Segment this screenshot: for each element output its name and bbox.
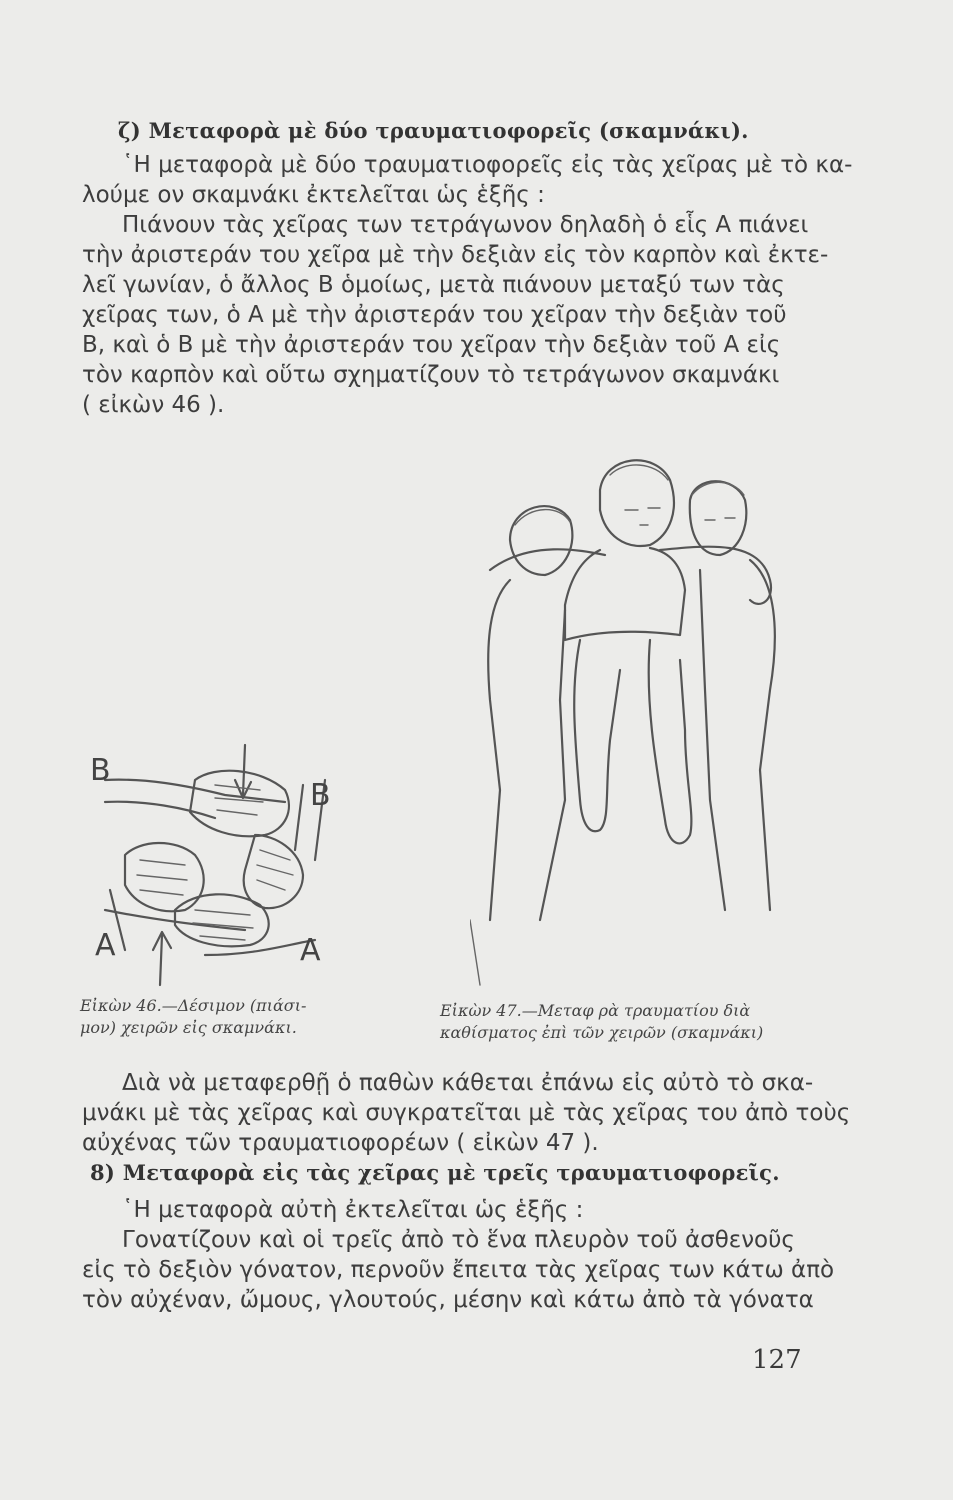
upper-left-arm-lower-edge [105, 802, 215, 818]
bottom-arrow-shaft [160, 935, 162, 985]
right-arm-inner [295, 785, 303, 850]
text-line: εἰς τὸ δεξιὸν γόνατον, περνοῦν ἔπειτα τὰς χεῖρας των κάτω ἀπὸ [82, 1257, 835, 1283]
text-line: Β, καὶ ὁ Β μὲ τὴν ἀριστεράν του χεῖραν τὴν δεξιὰν τοῦ Α εἰς [82, 332, 781, 358]
left-bearer-body [488, 580, 565, 920]
right-bearer-face [705, 518, 735, 520]
label-b-left: B [90, 753, 111, 788]
casualty-left-leg [574, 640, 620, 831]
figure46-caption [80, 995, 306, 1039]
right-bearer-head [690, 481, 746, 555]
casualty-right-leg [649, 640, 692, 843]
right-bearer-body [700, 560, 775, 910]
seat-carry-illustration [470, 440, 790, 990]
section-heading-8: 8) Μεταφορὰ εἰς τὰς χεῖρας μὲ τρεῖς τραυματιοφορεῖς. [90, 1160, 780, 1185]
text-line: Πιάνουν τὰς χεῖρας των τετράγωνον δηλαδὴ ὁ εἷς Α πιάνει [122, 212, 809, 238]
figure47-caption [440, 1000, 763, 1044]
section-heading-z: ζ) Μεταφορὰ μὲ δύο τραυματιοφορεῖς (σκαμνάκι). [118, 118, 749, 143]
ground-stroke [470, 920, 480, 985]
casualty-torso [565, 548, 685, 640]
text-line: μνάκι μὲ τὰς χεῖρας καὶ συγκρατεῖται μὲ τὰς χεῖρας του ἀπὸ τοὺς [82, 1100, 851, 1126]
caption-line: μον) χειρῶν εἰς σκαμνάκι. [80, 1018, 297, 1037]
text-line: τὴν ἀριστεράν του χεῖρα μὲ τὴν δεξιὰν εἰς τὸν καρπὸν καὶ ἐκτε- [82, 242, 829, 268]
four-hand-seat-illustration [85, 740, 345, 990]
caption-line: Εἰκὼν 46.—Δέσιμον (πιάσι- [80, 996, 307, 1015]
text-line: τὸν αὐχέναν, ὤμους, γλουτούς, μέσην καὶ κάτω ἀπὸ τὰ γόνατα [82, 1287, 814, 1313]
paragraph-three-bearers [82, 1195, 835, 1315]
text-line: λούμε ον σκαμνάκι ἐκτελεῖται ὡς ἑξῆς : [82, 182, 545, 208]
right-fist [244, 835, 303, 908]
lower-right-arm [205, 940, 315, 955]
text-line: Γονατίζουν καὶ οἱ τρεῖς ἀπὸ τὸ ἕνα πλευρὸν τοῦ ἀσθενοῦς [122, 1227, 795, 1253]
text-line: τὸν καρπὸν καὶ οὕτω σχηματίζουν τὸ τετράγωνον σκαμνάκι [82, 362, 780, 388]
caption-line: Εἰκὼν 47.—Μεταφ ρὰ τραυματίου διὰ [440, 1001, 751, 1020]
paragraph-seated-transport [82, 1068, 851, 1158]
text-line: ῾Η μεταφορὰ αὐτὴ ἐκτελεῖται ὡς ἑξῆς : [122, 1197, 584, 1223]
page-number: 127 [752, 1345, 802, 1375]
text-line: ῾Η μεταφορὰ μὲ δύο τραυματιοφορεῖς εἰς τὰς χεῖρας μὲ τὸ κα- [122, 152, 853, 178]
text-line: ( εἰκὼν 46 ). [82, 392, 225, 418]
caption-line: καθίσματος ἐπὶ τῶν χειρῶν (σκαμνάκι) [440, 1023, 764, 1042]
left-fist-fingers [137, 860, 187, 895]
label-a-right: A [300, 933, 321, 968]
top-fist [190, 771, 289, 837]
text-line: λεῖ γωνίαν, ὁ ἄλλος Β ὁμοίως, μετὰ πιάνουν μεταξύ των τὰς [82, 272, 785, 298]
text-line: Διὰ νὰ μεταφερθῇ ὁ παθὼν κάθεται ἐπάνω εἰς αὐτὸ τὸ σκα- [122, 1070, 814, 1096]
right-fist-fingers [257, 850, 293, 890]
text-line: αὐχένας τῶν τραυματιοφορέων ( εἰκὼν 47 ). [82, 1130, 599, 1156]
text-line: χεῖρας των, ὁ Α μὲ τὴν ἀριστεράν του χεῖραν τὴν δεξιὰν τοῦ [82, 302, 787, 328]
casualty-face [625, 508, 660, 525]
paragraph-stretcher-two-bearers [82, 150, 853, 420]
left-bearer-head [510, 506, 572, 575]
label-b-right: B [310, 778, 331, 813]
label-a-left: A [95, 928, 116, 963]
